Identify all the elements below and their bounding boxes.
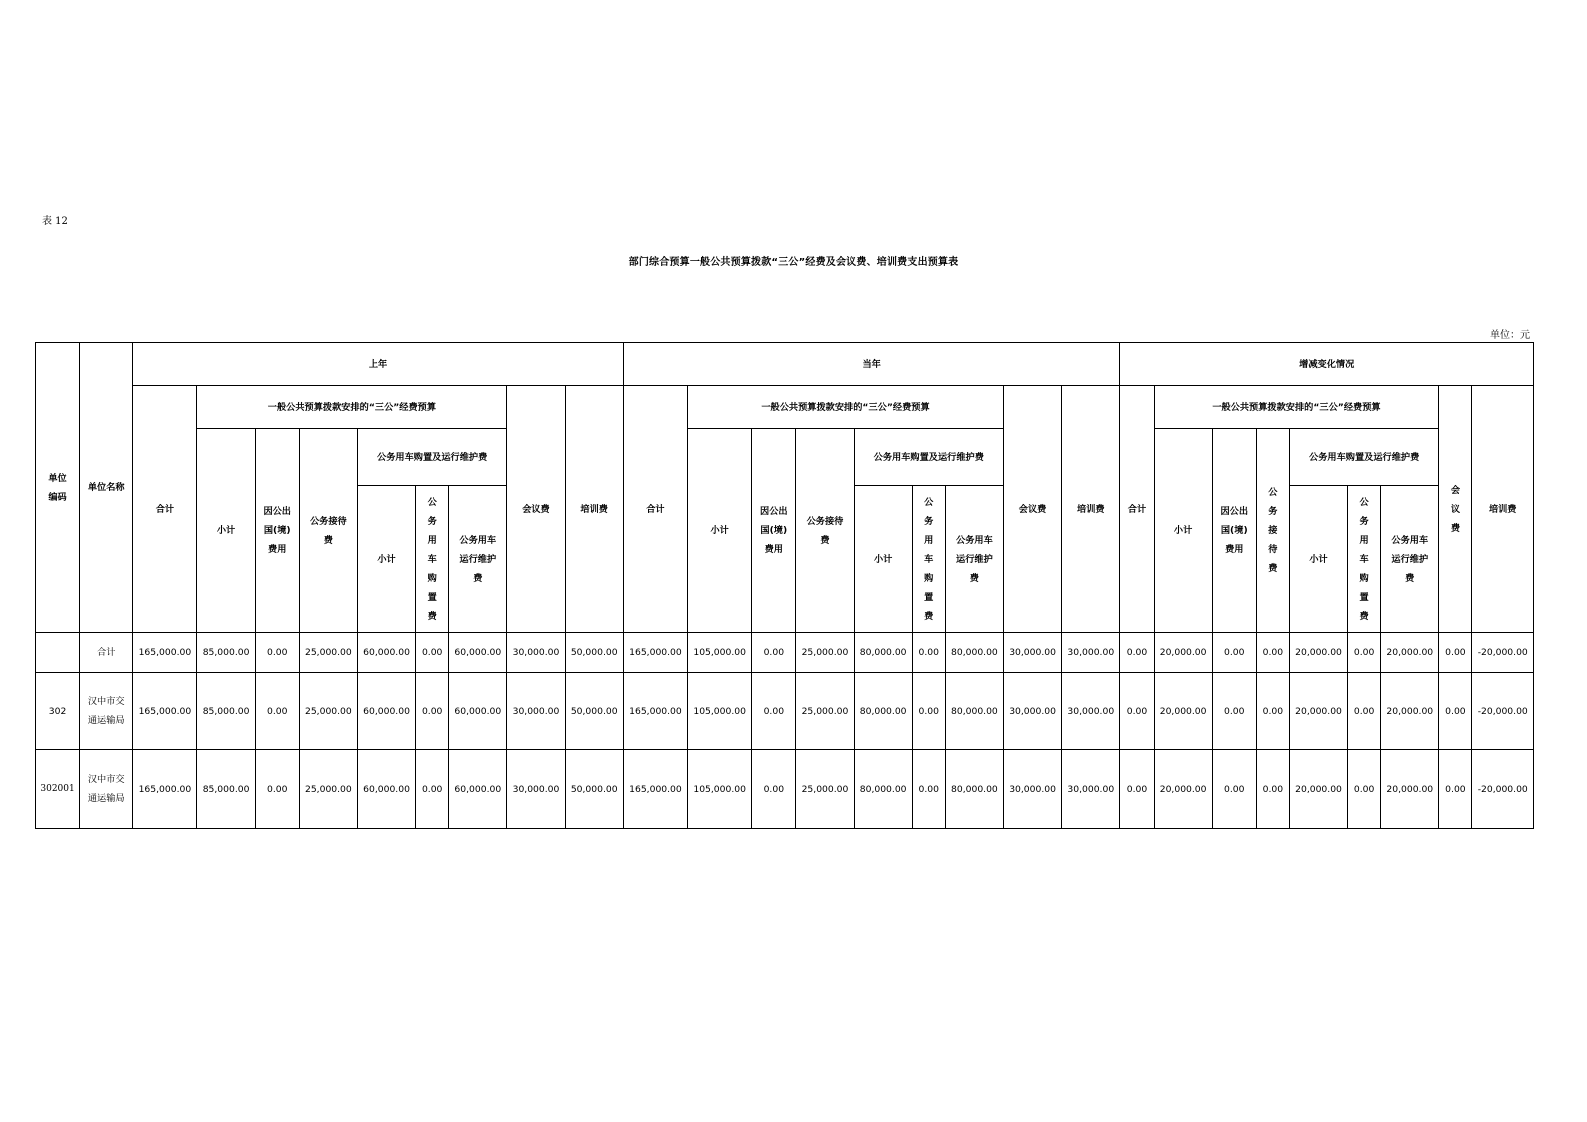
header-chg-reception xyxy=(1256,429,1289,633)
header-text: 会 xyxy=(1450,484,1460,496)
header-prev-vehicle: 公务用车购置及运行维护费 xyxy=(357,429,506,486)
cell-value: 30,000.00 xyxy=(1062,673,1120,750)
cell-value: 165,000.00 xyxy=(133,750,197,829)
cell-value: 165,000.00 xyxy=(623,633,687,673)
header-curr-vehicle: 公务用车购置及运行维护费 xyxy=(854,429,1003,486)
cell-value: 0.00 xyxy=(416,673,449,750)
header-chg-vehicle-purchase xyxy=(1348,486,1381,633)
header-text: 车 xyxy=(427,553,437,565)
header-text: 务 xyxy=(924,515,934,527)
row-name xyxy=(80,633,133,673)
header-text: 国(境) xyxy=(760,525,788,536)
cell-value: 0.00 xyxy=(1256,633,1289,673)
cell-value: 0.00 xyxy=(1120,750,1154,829)
header-prev-subtotal: 小计 xyxy=(197,429,255,633)
header-text: 购 xyxy=(924,572,934,584)
cell-value: 0.00 xyxy=(1120,633,1154,673)
cell-value: 80,000.00 xyxy=(854,633,912,673)
header-chg-total: 合计 xyxy=(1120,386,1154,633)
header-text: 国(境) xyxy=(263,525,291,536)
header-curr-meeting: 会议费 xyxy=(1003,386,1061,633)
cell-value: 25,000.00 xyxy=(796,673,854,750)
header-text: 待 xyxy=(1268,544,1278,555)
cell-value: 0.00 xyxy=(1439,633,1472,673)
header-text: 因公出 xyxy=(1220,506,1249,517)
cell-value: 20,000.00 xyxy=(1381,750,1439,829)
header-curr-vehicle-purchase xyxy=(912,486,945,633)
header-text: 公务接待 xyxy=(309,515,347,527)
cell-value: 85,000.00 xyxy=(197,633,255,673)
cell-value: 60,000.00 xyxy=(449,633,507,673)
cell-value: 60,000.00 xyxy=(357,633,415,673)
header-text: 用 xyxy=(924,534,934,546)
header-text: 务 xyxy=(1268,506,1278,517)
cell-value: 0.00 xyxy=(1348,673,1381,750)
row-name-text: 通运输局 xyxy=(87,793,125,804)
cell-value: -20,000.00 xyxy=(1472,633,1534,673)
cell-value: 80,000.00 xyxy=(854,750,912,829)
header-prev-abroad xyxy=(255,429,299,633)
cell-value: 30,000.00 xyxy=(1003,750,1061,829)
header-curr-vehicle-operation xyxy=(945,486,1003,633)
header-text: 接 xyxy=(1268,525,1278,536)
header-text: 费 xyxy=(924,610,934,622)
cell-value: 0.00 xyxy=(912,750,945,829)
header-change: 增减变化情况 xyxy=(1120,343,1534,386)
header-chg-sangong: 一般公共预算拨款安排的“三公”经费预算 xyxy=(1154,386,1439,429)
header-text: 国(境) xyxy=(1220,525,1248,536)
header-chg-vehicle-operation xyxy=(1381,486,1439,633)
header-text: 置 xyxy=(1359,591,1369,603)
cell-value: 25,000.00 xyxy=(299,673,357,750)
cell-value: 30,000.00 xyxy=(1003,673,1061,750)
header-text: 因公出 xyxy=(760,506,788,517)
cell-value: 0.00 xyxy=(255,633,299,673)
row-name xyxy=(80,673,133,750)
header-text: 运行维护 xyxy=(1391,553,1429,565)
budget-table xyxy=(35,342,1534,829)
cell-value: 20,000.00 xyxy=(1381,673,1439,750)
header-curr-subtotal: 小计 xyxy=(688,429,752,633)
header-chg-vehicle: 公务用车购置及运行维护费 xyxy=(1289,429,1438,486)
cell-value: 85,000.00 xyxy=(197,750,255,829)
cell-value: 0.00 xyxy=(1348,633,1381,673)
header-text: 务 xyxy=(1359,515,1369,527)
cell-value: 60,000.00 xyxy=(357,673,415,750)
header-text: 购 xyxy=(1359,572,1369,584)
header-curr-sangong: 一般公共预算拨款安排的“三公”经费预算 xyxy=(688,386,1004,429)
row-name xyxy=(80,750,133,829)
cell-value: 80,000.00 xyxy=(945,750,1003,829)
header-text: 费 xyxy=(820,534,830,546)
header-text: 公 xyxy=(1359,496,1369,508)
cell-value: 105,000.00 xyxy=(688,750,752,829)
header-prev-training: 培训费 xyxy=(565,386,623,633)
header-unit-name: 单位名称 xyxy=(80,343,133,633)
table-row xyxy=(36,633,1534,673)
header-text: 公 xyxy=(427,496,437,508)
header-text: 购 xyxy=(427,572,437,584)
header-prev-vehicle-subtotal: 小计 xyxy=(357,486,415,633)
header-text: 置 xyxy=(427,591,437,603)
row-name-text: 汉中市交 xyxy=(87,774,125,785)
cell-value: 50,000.00 xyxy=(565,633,623,673)
header-chg-training: 培训费 xyxy=(1472,386,1534,633)
cell-value: 0.00 xyxy=(1256,750,1289,829)
header-text: 费 xyxy=(473,572,483,584)
cell-value: -20,000.00 xyxy=(1472,750,1534,829)
header-text: 车 xyxy=(924,553,934,565)
cell-value: 20,000.00 xyxy=(1381,633,1439,673)
header-text: 费用 xyxy=(764,544,783,555)
header-text: 费 xyxy=(427,610,437,622)
header-chg-meeting xyxy=(1439,386,1472,633)
cell-value: 0.00 xyxy=(1120,673,1154,750)
cell-value: 0.00 xyxy=(1212,673,1256,750)
cell-value: 50,000.00 xyxy=(565,673,623,750)
cell-value: 0.00 xyxy=(912,633,945,673)
header-curr-training: 培训费 xyxy=(1062,386,1120,633)
document-title: 部门综合预算一般公共预算拨款“三公”经费及会议费、培训费支出预算表 xyxy=(628,257,959,268)
header-text: 公务用车 xyxy=(1391,534,1429,546)
header-text: 费 xyxy=(969,572,979,584)
header-text: 单位 xyxy=(48,472,67,484)
cell-value: 20,000.00 xyxy=(1154,750,1212,829)
header-curr-abroad xyxy=(752,429,796,633)
row-code: 302001 xyxy=(36,750,80,829)
header-text: 公 xyxy=(1268,487,1278,498)
header-text: 费 xyxy=(1268,563,1278,574)
cell-value: 25,000.00 xyxy=(796,633,854,673)
header-text: 费用 xyxy=(1225,544,1244,555)
cell-value: 30,000.00 xyxy=(1062,633,1120,673)
header-prev-vehicle-operation xyxy=(449,486,507,633)
header-prev-total: 合计 xyxy=(133,386,197,633)
cell-value: 0.00 xyxy=(1439,750,1472,829)
cell-value: 165,000.00 xyxy=(133,673,197,750)
header-text: 务 xyxy=(427,515,437,527)
cell-value: 105,000.00 xyxy=(688,673,752,750)
cell-value: 0.00 xyxy=(416,633,449,673)
cell-value: 0.00 xyxy=(752,633,796,673)
cell-value: 0.00 xyxy=(416,750,449,829)
cell-value: 0.00 xyxy=(255,673,299,750)
header-curr-total: 合计 xyxy=(623,386,687,633)
cell-value: 25,000.00 xyxy=(299,750,357,829)
header-text: 运行维护 xyxy=(459,553,497,565)
header-text: 车 xyxy=(1359,553,1369,565)
cell-value: 0.00 xyxy=(1256,673,1289,750)
cell-value: 20,000.00 xyxy=(1154,633,1212,673)
header-text: 公务接待 xyxy=(806,515,844,527)
cell-value: 20,000.00 xyxy=(1289,750,1347,829)
cell-value: 80,000.00 xyxy=(945,673,1003,750)
header-prev-sangong: 一般公共预算拨款安排的“三公”经费预算 xyxy=(197,386,507,429)
cell-value: 0.00 xyxy=(1212,750,1256,829)
row-code: 302 xyxy=(36,673,80,750)
cell-value: 80,000.00 xyxy=(945,633,1003,673)
cell-value: 30,000.00 xyxy=(507,633,565,673)
cell-value: 30,000.00 xyxy=(1062,750,1120,829)
header-text: 费用 xyxy=(268,544,287,555)
table-row xyxy=(36,750,1534,829)
cell-value: 30,000.00 xyxy=(507,750,565,829)
header-text: 费 xyxy=(323,534,333,546)
header-text: 费 xyxy=(1359,610,1369,622)
cell-value: 0.00 xyxy=(1439,673,1472,750)
header-chg-subtotal: 小计 xyxy=(1154,429,1212,633)
header-text: 公务用车 xyxy=(956,534,993,546)
cell-value: 25,000.00 xyxy=(299,633,357,673)
cell-value: 60,000.00 xyxy=(449,750,507,829)
header-prev-year: 上年 xyxy=(133,343,624,386)
cell-value: 20,000.00 xyxy=(1289,633,1347,673)
unit-label: 单位：元 xyxy=(1490,330,1530,341)
header-text: 公务用车 xyxy=(459,534,497,546)
header-text: 用 xyxy=(427,534,437,546)
cell-value: 165,000.00 xyxy=(133,633,197,673)
header-text: 费 xyxy=(1450,522,1460,534)
header-chg-vehicle-subtotal: 小计 xyxy=(1289,486,1347,633)
cell-value: 20,000.00 xyxy=(1154,673,1212,750)
cell-value: 0.00 xyxy=(255,750,299,829)
cell-value: 30,000.00 xyxy=(507,673,565,750)
cell-value: -20,000.00 xyxy=(1472,673,1534,750)
header-text: 议 xyxy=(1450,503,1460,515)
cell-value: 165,000.00 xyxy=(623,673,687,750)
header-unit-code xyxy=(36,343,80,633)
row-name-text: 汉中市交 xyxy=(87,696,125,707)
cell-value: 85,000.00 xyxy=(197,673,255,750)
row-name-text: 通运输局 xyxy=(87,715,125,726)
header-prev-meeting: 会议费 xyxy=(507,386,565,633)
cell-value: 30,000.00 xyxy=(1003,633,1061,673)
header-curr-year: 当年 xyxy=(623,343,1120,386)
cell-value: 60,000.00 xyxy=(357,750,415,829)
header-text: 公 xyxy=(924,496,934,508)
cell-value: 50,000.00 xyxy=(565,750,623,829)
cell-value: 0.00 xyxy=(752,750,796,829)
header-text: 用 xyxy=(1359,534,1369,546)
cell-value: 80,000.00 xyxy=(854,673,912,750)
header-prev-vehicle-purchase xyxy=(416,486,449,633)
cell-value: 0.00 xyxy=(1348,750,1381,829)
header-curr-reception xyxy=(796,429,854,633)
row-code xyxy=(36,633,80,673)
cell-value: 0.00 xyxy=(912,673,945,750)
header-text: 运行维护 xyxy=(956,553,993,565)
cell-value: 0.00 xyxy=(1212,633,1256,673)
cell-value: 0.00 xyxy=(752,673,796,750)
cell-value: 25,000.00 xyxy=(796,750,854,829)
table-number: 表 12 xyxy=(42,216,68,227)
table-row xyxy=(36,673,1534,750)
header-text: 编码 xyxy=(48,491,67,503)
header-chg-abroad xyxy=(1212,429,1256,633)
cell-value: 165,000.00 xyxy=(623,750,687,829)
row-name-text: 合计 xyxy=(97,647,116,658)
header-text: 费 xyxy=(1405,572,1415,584)
cell-value: 60,000.00 xyxy=(449,673,507,750)
cell-value: 20,000.00 xyxy=(1289,673,1347,750)
header-curr-vehicle-subtotal: 小计 xyxy=(854,486,912,633)
header-prev-reception xyxy=(299,429,357,633)
header-text: 置 xyxy=(924,591,934,603)
cell-value: 105,000.00 xyxy=(688,633,752,673)
header-text: 因公出 xyxy=(263,506,291,517)
